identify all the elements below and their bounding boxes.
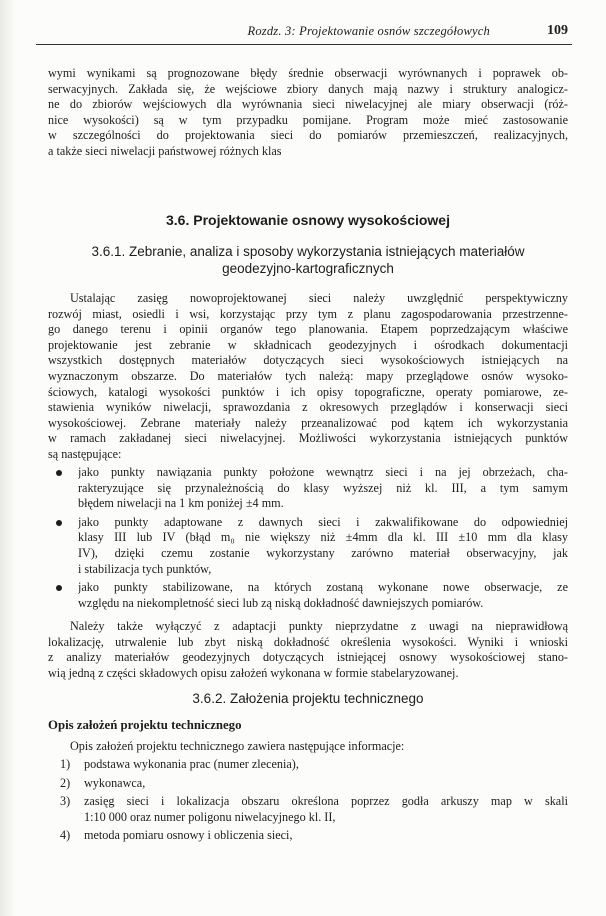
list-item-line: jako punkty nawiązania punkty położone wewnątrz sieci i na jej obrzeżach, cha- [78, 465, 568, 479]
bullet-icon [56, 470, 62, 476]
paragraph-line: w szczególności do projektowania sieci do pomiarów przemieszczeń, realizacyjnych, [48, 128, 568, 143]
list-item-line: jako punkty adaptowane z dawnych sieci i zakwalifikowane do odpowiedniej [78, 514, 568, 529]
bullet-icon [56, 520, 62, 526]
list-item-line: zasięg sieci i lokalizacja obszaru określona poprzez godła arkuszy map w skali [84, 794, 568, 809]
list-item [48, 794, 568, 825]
paragraph-line: wymi wynikami są prognozowane błędy średnie obserwacji wyrównanych i poprawek ob- [48, 66, 568, 80]
opis-heading: Opis założeń projektu technicznego [48, 718, 242, 732]
paragraph-line: stawienia wyników niwelacji, sprawozdania z okresowych przeglądów i konserwacji sieci [48, 400, 568, 415]
list-item-line: IV), dzięki czemu zostanie wykorzystany zarówno materiał obserwacyjny, jak [78, 545, 568, 560]
page-gutter-shadow [0, 0, 16, 916]
paragraph-line: Opis założeń projektu technicznego zawiera następujące informacje: [70, 739, 405, 753]
paragraph-line: go danego terenu i opinii organów tego planowania. Etapem poprzedzającym właściwe [48, 322, 568, 337]
list-item [48, 828, 568, 844]
list-number: 2) [60, 775, 71, 790]
list-item [48, 465, 568, 512]
paragraph-existing-materials [48, 291, 568, 463]
subsection-heading-1 [48, 243, 568, 277]
list-item-line: błędem niwelacji na 1 km poniżej ±4 mm. [78, 496, 284, 511]
running-header [36, 20, 572, 45]
intro-paragraph [48, 66, 568, 160]
list-item-line: metoda pomiaru osnowy i obliczenia sieci, [84, 828, 293, 843]
list-item-line: względu na niekompletność sieci lub zą niską dokładność dawniejszych pomiarów. [78, 595, 484, 610]
numbered-list [48, 757, 568, 844]
bullet-icon [56, 585, 62, 591]
list-item-line: 1:10 000 oraz numer poligonu niwelacyjnego kl. II, [84, 809, 336, 824]
paragraph-line: w ramach zakładanej sieci niwelacyjnej. Możliwości wykorzystania istniejących punktów [48, 431, 568, 446]
subsection-heading-2: 3.6.2. Założenia projektu technicznego [192, 691, 424, 706]
list-number: 4) [60, 828, 71, 843]
paragraph-line: nice wysokości) są w tym przypadku pomijane. Program może mieć zastosowanie [48, 112, 568, 127]
list-number: 1) [60, 757, 71, 771]
list-item-line: rakteryzujące się przynależnością do klasy wyższej niż kl. III, a tym samym [78, 480, 568, 495]
paragraph-line: rozwój miast, osiedli i wsi, korzystając przy tym z planu zagospodarowania przestrzenne- [48, 306, 568, 321]
paragraph-line: a także sieci niwelacji państwowej różnych klas [48, 143, 282, 158]
list-item-line: jako punkty stabilizowane, na których zostaną wykonane nowe obserwacje, ze [78, 580, 568, 595]
opis-intro [48, 739, 568, 755]
paragraph-line: ściowych, katalogi wysokości punktów i ich opisy topograficzne, operaty pomiarowe, ze- [48, 384, 568, 399]
list-item-line: i stabilizacja tych punktów, [78, 561, 212, 576]
list-number: 3) [60, 794, 71, 809]
paragraph-line: z analizy materiałów geodezyjnych dotyczących istniejącej osnowy wysokościowej stano- [48, 650, 568, 665]
paragraph-line: wszystkich dostępnych materiałów dotyczących sieci wysokościowych istniejących na [48, 353, 568, 368]
section-heading: 3.6. Projektowanie osnowy wysokościowej [166, 212, 450, 228]
subsection-heading-line: 3.6.1. Zebranie, analiza i sposoby wykorzystania istniejących materiałów [91, 244, 525, 259]
bullet-list [48, 465, 568, 611]
paragraph-line: są następujące: [48, 446, 122, 461]
paragraph-line: Należy także wyłączyć z adaptacji punkty nieprzydatne z uwagi na nieprawidłową [70, 619, 568, 633]
list-item [48, 515, 568, 577]
paragraph-exclusions [48, 619, 568, 681]
header-chapter-title: Rozdz. 3: Projektowanie osnów szczegółowych [247, 24, 490, 38]
list-item-line: klasy III lub IV (błąd m₀ nie większy niż ±4mm dla kl. III ±10 mm dla klasy [78, 530, 568, 545]
paragraph-line: ne do zbiorów wejściowych dla wyrównania sieci niwelacyjnej ale miary obserwacji (róż- [48, 97, 568, 112]
subsection-heading-line: geodezyjno-kartograficznych [222, 261, 394, 276]
paragraph-line: serwacyjnych. Zakłada się, że wejściowe zbiory danych mają nazwy i struktury analogicz- [48, 81, 568, 96]
list-item-line: podstawa wykonania prac (numer zlecenia), [84, 757, 299, 771]
page-number: 109 [547, 23, 568, 38]
list-item [48, 580, 568, 611]
paragraph-line: projektowanie jest zebranie w składnicach geodezyjnych i ośrodkach dokumentacji [48, 337, 568, 352]
paragraph-line: wyznaczonym obszarze. Do materiałów tych należą: mapy przeglądowe osnów wysoko- [48, 368, 568, 383]
list-item [48, 776, 568, 792]
paragraph-line: lokalizację, utrwalenie lub zbyt niską dokładność określenia wysokości. Wyniki i wnioski [48, 634, 568, 649]
list-item [48, 757, 568, 773]
paragraph-line: Ustalając zasięg nowoprojektowanej sieci należy uwzględnić perspektywiczny [70, 291, 568, 305]
paragraph-line: wią jedną z części składowych opisu założeń wykonana w formie stabelaryzowanej. [48, 665, 459, 680]
paragraph-line: wysokościowej. Zebrane materiały należy przeanalizować pod kątem ich wykorzystania [48, 415, 568, 430]
list-item-line: wykonawca, [84, 775, 146, 790]
